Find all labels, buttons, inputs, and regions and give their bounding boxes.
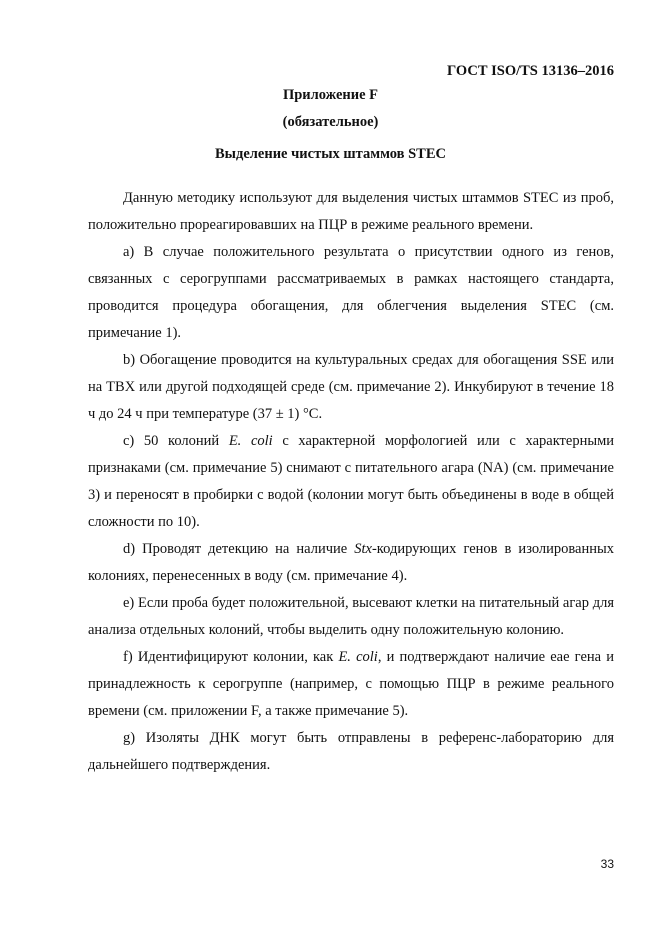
paragraph-d-text-2: -кодирующих генов в изолированных колониях, перенесенных в воду (см. примечание 4).	[88, 541, 614, 584]
paragraph-f-species: E. coli	[338, 649, 378, 665]
paragraph-c	[88, 428, 614, 536]
paragraph-g: g) Изоляты ДНК могут быть отправлены в референс-лабораторию для дальнейшего подтверждения.	[88, 730, 614, 773]
annex-name: Выделение чистых штаммов STEC	[215, 146, 446, 162]
paragraph-d	[88, 536, 614, 590]
paragraph-f	[88, 644, 614, 725]
annex-status: (обязательное)	[282, 114, 379, 130]
paragraph-a: a) В случае положительного результата о присутствии одного из генов, связанных с серогруппами рассматриваемых в рамках настоящего стандарта, проводится процедура обогащения, для облегчения выделения STEC (см. примечание 1).	[88, 244, 614, 341]
paragraph-e: e) Если проба будет положительной, высевают клетки на питательный агар для анализа отдельных колоний, чтобы выделить одну положительную колонию.	[88, 595, 614, 638]
paragraph-intro: Данную методику используют для выделения чистых штаммов STEC из проб, положительно прореагировавших на ПЦР в режиме реального времени.	[88, 190, 614, 233]
paragraph-b: b) Обогащение проводится на культуральных средах для обогащения SSE или на TBX или другой подходящей среде (см. примечание 2). Инкубируют в течение 18 ч до 24 ч при температуре (37 ± 1) °С.	[88, 352, 614, 422]
paragraph-c-species: E. coli	[228, 433, 273, 449]
paragraph-f-text-1: f) Идентифицируют колонии, как	[123, 649, 339, 665]
paragraph-c-text-1: c) 50 колоний	[123, 433, 229, 449]
page-number: 33	[600, 857, 614, 871]
paragraph-d-text-1: d) Проводят детекцию на наличие	[123, 541, 355, 557]
annex-title: Приложение F	[282, 87, 379, 103]
standard-number: ГОСТ ISO/TS 13136–2016	[447, 63, 614, 79]
paragraph-c-text-2: с характерной морфологией или с характерными признаками (см. примечание 5) снимают с питательного агара (NA) (см. примечание 3) и переносят в пробирки с водой (колонии могут быть объединены в воде в общей сложности по 10).	[88, 433, 615, 530]
document-body	[88, 185, 614, 779]
paragraph-d-gene: Stx	[354, 541, 372, 557]
paragraph-f-text-2: , и подтверждают наличие eae гена и принадлежность к серогруппе (например, с помощью ПЦР в режиме реального времени (см. приложении F, а также примечание 5).	[88, 649, 614, 719]
